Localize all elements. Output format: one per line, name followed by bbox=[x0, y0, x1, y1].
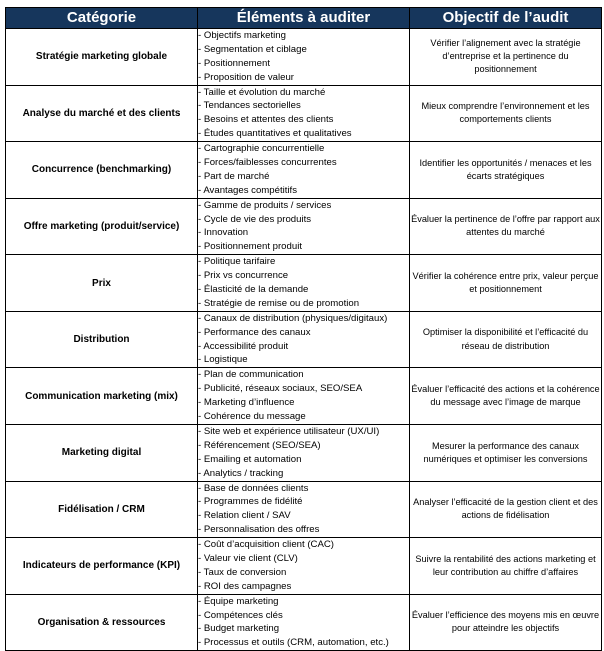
objective-cell: Vérifier l’alignement avec la stratégie d’entreprise et la pertinence du positionnement bbox=[410, 29, 602, 86]
objective-cell: Vérifier la cohérence entre prix, valeur perçue et positionnement bbox=[410, 255, 602, 312]
category-cell: Offre marketing (produit/service) bbox=[6, 198, 198, 255]
header-category: Catégorie bbox=[6, 8, 198, 29]
objective-cell: Identifier les opportunités / menaces et les écarts stratégiques bbox=[410, 142, 602, 199]
element-item: - Prix vs concurrence bbox=[198, 270, 289, 282]
element-item: - Taille et évolution du marché bbox=[198, 86, 326, 98]
element-item: - Accessibilité produit bbox=[198, 340, 289, 352]
objective-cell: Optimiser la disponibilité et l’efficacité du réseau de distribution bbox=[410, 311, 602, 368]
element-item: - Part de marché bbox=[198, 170, 270, 182]
element-item: - Stratégie de remise ou de promotion bbox=[198, 297, 360, 309]
element-item: - Processus et outils (CRM, automation, etc.) bbox=[198, 637, 389, 649]
element-item: - Site web et expérience utilisateur (UX/UI) bbox=[198, 425, 380, 437]
table-row bbox=[6, 424, 602, 481]
table-row bbox=[6, 85, 602, 142]
element-item: - Analytics / tracking bbox=[198, 467, 284, 479]
header-elements: Éléments à auditer bbox=[198, 8, 410, 29]
elements-cell bbox=[198, 29, 410, 86]
objective-cell: Suivre la rentabilité des actions marketing et leur contribution au chiffre d’affaires bbox=[410, 538, 602, 595]
elements-cell bbox=[198, 368, 410, 425]
element-item: - Avantages compétitifs bbox=[198, 184, 298, 196]
element-item: - Cartographie concurrentielle bbox=[198, 143, 325, 155]
header-objective: Objectif de l’audit bbox=[410, 8, 602, 29]
category-cell: Concurrence (benchmarking) bbox=[6, 142, 198, 199]
element-item: - Relation client / SAV bbox=[198, 510, 291, 522]
element-item: - Marketing d’influence bbox=[198, 397, 295, 409]
category-cell: Organisation & ressources bbox=[6, 594, 198, 651]
category-cell: Distribution bbox=[6, 311, 198, 368]
element-item: - Performance des canaux bbox=[198, 326, 311, 338]
objective-cell: Évaluer l’efficacité des actions et la cohérence du message avec l’image de marque bbox=[410, 368, 602, 425]
elements-cell bbox=[198, 85, 410, 142]
objective-cell: Évaluer l’efficience des moyens mis en œuvre pour atteindre les objectifs bbox=[410, 594, 602, 651]
element-item: - Cohérence du message bbox=[198, 411, 306, 423]
element-item: - Forces/faiblesses concurrentes bbox=[198, 157, 337, 169]
element-item: - Personnalisation des offres bbox=[198, 524, 320, 536]
element-item: - Logistique bbox=[198, 354, 248, 366]
table-row bbox=[6, 481, 602, 538]
element-item: - Base de données clients bbox=[198, 482, 309, 494]
table-row bbox=[6, 538, 602, 595]
table-row bbox=[6, 142, 602, 199]
table-row bbox=[6, 255, 602, 312]
element-item: - Budget marketing bbox=[198, 623, 280, 635]
header-row bbox=[6, 8, 602, 29]
element-item: - Élasticité de la demande bbox=[198, 284, 309, 296]
element-item: - Cycle de vie des produits bbox=[198, 213, 312, 225]
element-item: - Référencement (SEO/SEA) bbox=[198, 439, 321, 451]
element-item: - Gamme de produits / services bbox=[198, 199, 332, 211]
table-row bbox=[6, 29, 602, 86]
element-item: - Objectifs marketing bbox=[198, 30, 286, 41]
element-item: - Canaux de distribution (physiques/digitaux) bbox=[198, 312, 388, 324]
element-item: - Équipe marketing bbox=[198, 595, 279, 607]
category-cell: Analyse du marché et des clients bbox=[6, 85, 198, 142]
elements-cell bbox=[198, 481, 410, 538]
objective-cell: Mesurer la performance des canaux numériques et optimiser les conversions bbox=[410, 424, 602, 481]
element-item: - Publicité, réseaux sociaux, SEO/SEA bbox=[198, 383, 363, 395]
element-item: - Compétences clés bbox=[198, 609, 283, 621]
elements-cell bbox=[198, 255, 410, 312]
objective-cell: Mieux comprendre l’environnement et les comportements clients bbox=[410, 85, 602, 142]
element-item: - Valeur vie client (CLV) bbox=[198, 552, 298, 564]
category-cell: Communication marketing (mix) bbox=[6, 368, 198, 425]
element-item: - Besoins et attentes des clients bbox=[198, 114, 334, 126]
elements-cell bbox=[198, 142, 410, 199]
category-cell: Marketing digital bbox=[6, 424, 198, 481]
element-item: - Politique tarifaire bbox=[198, 256, 276, 268]
objective-cell: Analyser l’efficacité de la gestion client et des actions de fidélisation bbox=[410, 481, 602, 538]
element-item: - Programmes de fidélité bbox=[198, 496, 303, 508]
element-item: - Positionnement bbox=[198, 57, 270, 69]
element-item: - ROI des campagnes bbox=[198, 580, 292, 592]
category-cell: Stratégie marketing globale bbox=[6, 29, 198, 86]
element-item: - Emailing et automation bbox=[198, 453, 302, 465]
elements-cell bbox=[198, 594, 410, 651]
element-item: - Études quantitatives et qualitatives bbox=[198, 128, 352, 140]
elements-cell bbox=[198, 311, 410, 368]
element-item: - Taux de conversion bbox=[198, 566, 287, 578]
table-row bbox=[6, 311, 602, 368]
audit-table bbox=[5, 7, 602, 651]
category-cell: Prix bbox=[6, 255, 198, 312]
elements-cell bbox=[198, 538, 410, 595]
element-item: - Proposition de valeur bbox=[198, 71, 294, 83]
table-row bbox=[6, 368, 602, 425]
element-item: - Coût d’acquisition client (CAC) bbox=[198, 539, 334, 551]
element-item: - Plan de communication bbox=[198, 369, 304, 381]
table-row bbox=[6, 198, 602, 255]
element-item: - Innovation bbox=[198, 227, 249, 239]
category-cell: Fidélisation / CRM bbox=[6, 481, 198, 538]
table-body bbox=[6, 29, 602, 651]
elements-cell bbox=[198, 198, 410, 255]
element-item: - Segmentation et ciblage bbox=[198, 43, 307, 55]
table-row bbox=[6, 594, 602, 651]
objective-cell: Évaluer la pertinence de l’offre par rapport aux attentes du marché bbox=[410, 198, 602, 255]
category-cell: Indicateurs de performance (KPI) bbox=[6, 538, 198, 595]
elements-cell bbox=[198, 424, 410, 481]
element-item: - Tendances sectorielles bbox=[198, 100, 301, 112]
element-item: - Positionnement produit bbox=[198, 241, 302, 253]
